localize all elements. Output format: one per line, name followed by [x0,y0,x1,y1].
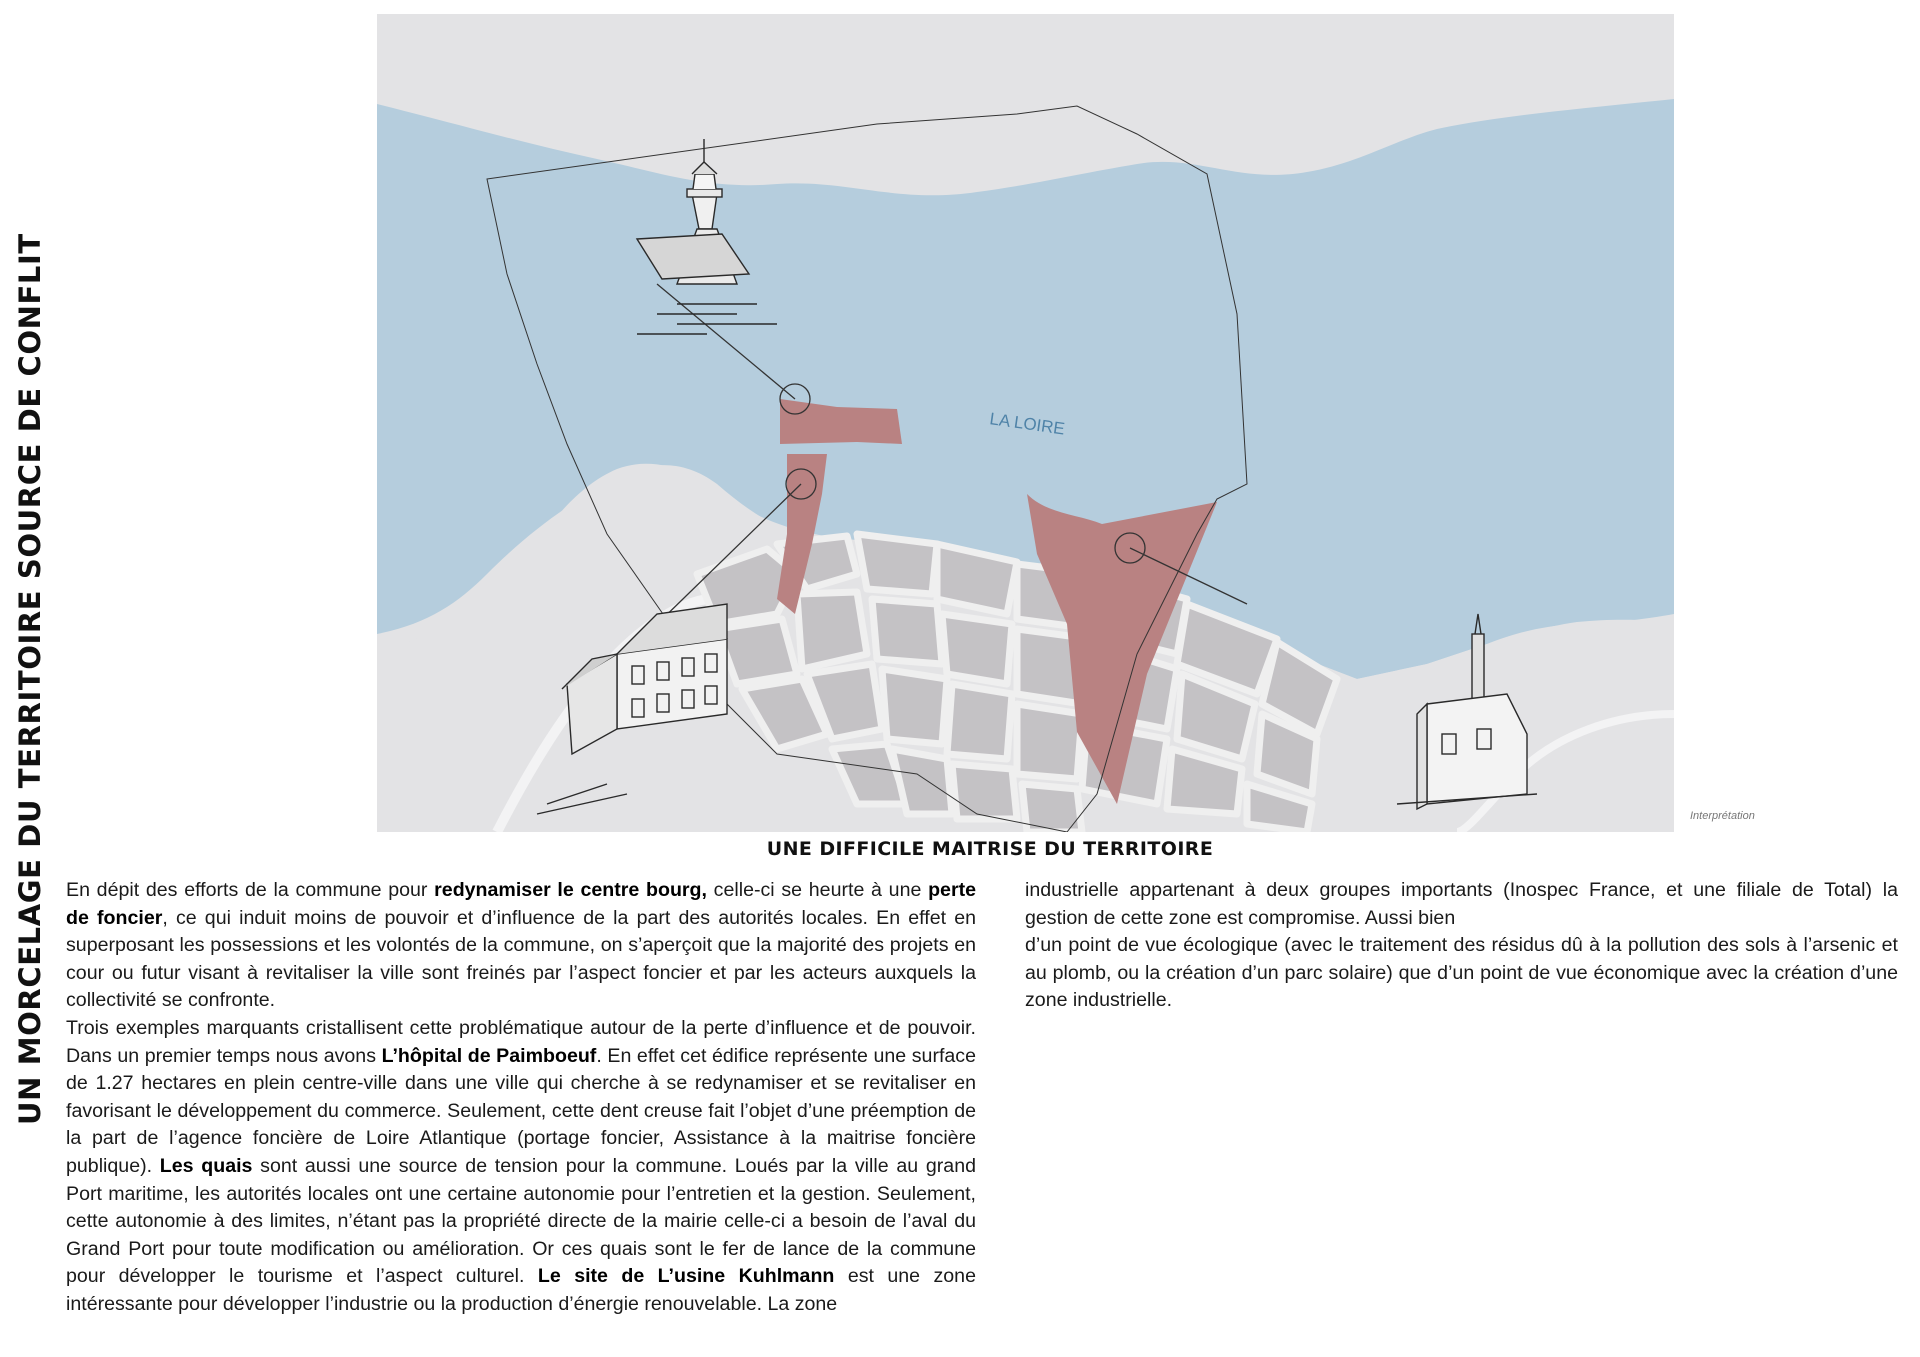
river-label: LA LOIRE [988,409,1066,439]
p2-text-3: sont aussi une source de tension pour la commune. Loués par la ville au grand Port maritime, les autorités locales ont une certaine autonomie pour l’entretien et la gestion. Seulement, cette autonomie à des limites, n’étant pas la propriété directe de la mairie celle-ci a besoin de l’aval du Grand Port pour toute modification ou amélioration. Or ces quais sont le fer de lance de la commune pour développer le tourisme et l’aspect culturel. [66,1154,976,1288]
paragraph-2 [66,1015,976,1319]
map-caption: UNE DIFFICILE MAITRISE DU TERRITOIRE [766,838,1214,860]
paragraph-3: industrielle appartenant à deux groupes importants (Inospec France, et une filiale de Total) la gestion de cette zone est compromise. Aussi bien [1025,879,1898,929]
paragraph-1 [66,877,976,1015]
p2-text-4: est une zone intéressante pour développer l’industrie ou la production d’énergie renouvelable. La zone [66,1265,976,1315]
p2-bold-usine: Le site de L’usine Kuhlmann [537,1265,835,1288]
p1-bold-perte-foncier: perte de foncier [66,879,977,929]
map-illustration [377,14,1674,832]
p2-bold-hopital: L’hôpital de Paimboeuf [381,1044,597,1067]
p2-text-1: Trois exemples marquants cristallisent cette problématique autour de la perte d’influence et de pouvoir. Dans un premier temps nous avons [66,1016,976,1067]
text-column-left [66,877,976,1319]
p1-text-2: celle-ci se heurte à une [706,879,929,901]
text-column-right [1025,877,1898,1015]
territory-map [377,14,1674,832]
p1-bold-redynamiser: redynamiser le centre bourg, [434,879,707,901]
p1-text-3: , ce qui induit moins de pouvoir et d’influence de la part des autorités locales. En effet en superposant les possessions et les volontés de la commune, on s’aperçoit que la majorité des projets en cour ou futur visant à revitaliser la ville sont freinés par l’aspect foncier et par les acteurs auxquels la collectivité se confronte. [66,906,976,1012]
paragraph-4: d’un point de vue écologique (avec le traitement des résidus dû à la pollution des sols à l’arsenic et au plomb, ou la création d’un parc solaire) que d’un point de vue économique avec la création d’une zone industrielle. [1025,934,1898,1012]
map-credit: Interprétation [1690,810,1755,822]
side-title: UN MORCELAGE DU TERRITOIRE SOURCE DE CONFLIT [13,233,47,1125]
p2-text-2: . En effet cet édifice représente une surface de 1.27 hectares en plein centre-ville dans une ville qui cherche à se redynamiser et se revitaliser en favorisant le développement du commerce. Seulement, cette dent creuse fait l’objet d’une préemption de la part de l’agence foncière de Loire Atlantique (portage foncier, Assistance à la maitrise foncière publique). [66,1044,977,1177]
p1-text-1: En dépit des efforts de la commune pour [66,879,435,901]
p2-bold-quais: Les quais [159,1154,253,1177]
